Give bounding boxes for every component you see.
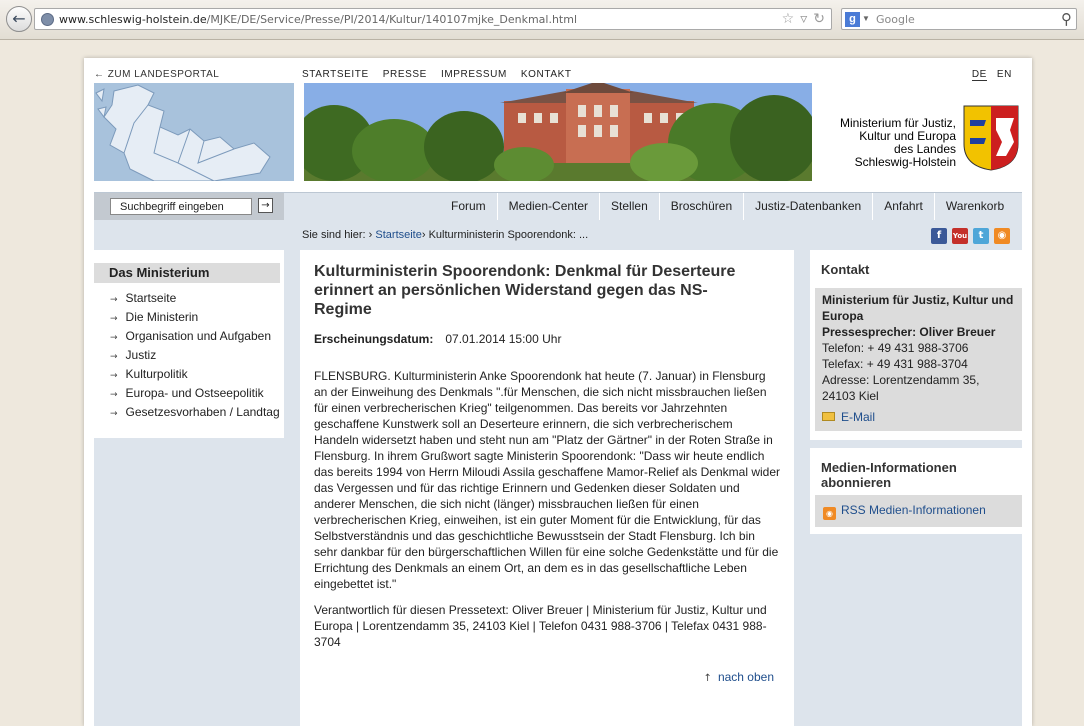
arrow-right-icon: → [110, 371, 118, 381]
sidebar-item-europa[interactable]: → Europa- und Ostseepolitik [110, 386, 264, 400]
ministry-name: Ministerium für Justiz, Kultur und Europa des Landes Schleswig-Holstein [839, 116, 956, 169]
date-label: Erscheinungsdatum: [314, 332, 434, 346]
arrow-up-icon: ↑ [703, 673, 712, 684]
address-bar[interactable] [34, 8, 832, 30]
media-subscribe-box [810, 448, 1022, 534]
search-submit-button[interactable]: → [258, 198, 273, 213]
breadcrumb-arrow-icon: › [368, 229, 373, 241]
breadcrumb-home[interactable]: Startseite [375, 229, 422, 241]
top-nav [302, 69, 586, 80]
sidebar-item-die-ministerin[interactable]: → Die Ministerin [110, 310, 199, 324]
contact-city: 24103 Kiel [822, 389, 879, 403]
nav-justiz-datenbanken[interactable]: Justiz-Datenbanken [743, 193, 872, 220]
ministry-logo[interactable] [812, 94, 1022, 181]
facebook-icon[interactable]: f [931, 228, 947, 244]
contact-org: Ministerium für Justiz, Kultur und Europa [822, 293, 1014, 323]
twitter-icon[interactable]: t [973, 228, 989, 244]
article-title: Kulturministerin Spoorendonk: Denkmal für Deserteure erinnert an persönlichen Widerstand gegen das NS-Regime [314, 263, 736, 318]
topnav-startseite[interactable]: STARTSEITE [302, 69, 369, 80]
nav-anfahrt[interactable]: Anfahrt [872, 193, 934, 220]
contact-box [810, 250, 1022, 440]
contact-details [815, 288, 1022, 431]
nav-warenkorb[interactable]: Warenkorb [934, 193, 1015, 220]
google-icon[interactable]: g [845, 12, 860, 27]
coat-of-arms-icon [962, 104, 1020, 172]
sidebar-nav [94, 289, 280, 422]
sidebar-item-startseite[interactable]: → Startseite [110, 291, 177, 305]
search-engine-placeholder: Google [876, 13, 915, 26]
article-body: FLENSBURG. Kulturministerin Anke Spoorendonk hat heute (7. Januar) in Flensburg an der Einweihung des Denkmals ".für Menschen, die sich nicht missbrauchen ließen für einen verbrecherischen Krieg" teilgenommen. Das bereits vor Jahrzehnten geschaffene Kunstwerk soll an Deserteure erinnern, die sich verbrecherischem Handeln widersetzt haben und steht nun am "Platz der Gärtner" in der Roten Straße in Flensburg. In ihrem Grußwort sagte Ministerin Spoorendonk: "Dass wir heute endlich das bereits 1994 von Herrn Miloudi Assila geschaffene Mamor-Relief als Denkmal wider das Vergessen und für das richtige Erinnern und Gedenken dieser Soldaten und anderer Menschen, die sich nicht (länger) missbrauchen ließen für einen verbrecherischen Krieg, einweihen, ist ein guter Moment für die Entwicklung, für das Selbstverständnis und das geschichtliche Bewusstsein der Stadt Flensburg. Ich bin sehr dankbar für den bürgerschaftlichen Willen für eine solche Gedenkstätte und für die Errichtung des Denkmals an einem Ort, an dem es in das gesellschaftliche Leben eingebettet ist." [314, 369, 780, 591]
back-to-top-link[interactable]: ↑ nach oben [703, 670, 774, 684]
rss-feed-icon[interactable]: ◉ [994, 228, 1010, 244]
rss-subscribe-link[interactable]: ◉ RSS Medien-Informationen [815, 495, 1022, 527]
envelope-icon [822, 412, 835, 421]
media-title: Medien-Informationen abonnieren [821, 460, 957, 490]
sidebar-item-organisation[interactable]: → Organisation und Aufgaben [110, 329, 271, 343]
nav-stellen[interactable]: Stellen [599, 193, 659, 220]
topnav-kontakt[interactable]: KONTAKT [520, 69, 572, 80]
language-switch [962, 69, 1012, 80]
nav-medien-center[interactable]: Medien-Center [497, 193, 599, 220]
sidebar [94, 250, 284, 438]
publication-date [314, 332, 780, 346]
state-map-image[interactable] [94, 83, 294, 181]
article [300, 250, 794, 726]
engine-dropdown-icon[interactable]: ▼ [862, 14, 870, 23]
social-links [926, 228, 1010, 244]
url-text: www.schleswig-holstein.de/MJKE/DE/Service/Presse/PI/2014/Kultur/140107mjke_Denkmal.html [59, 13, 578, 26]
arrow-right-icon: → [110, 295, 118, 305]
browser-search-bar[interactable] [841, 8, 1077, 30]
breadcrumb: Sie sind hier: › Startseite› Kulturministerin Spoorendonk: ... [302, 229, 589, 241]
bookmark-star-icon[interactable]: ☆ [781, 11, 795, 27]
lang-en[interactable]: EN [996, 69, 1012, 80]
article-press-contact: Verantwortlich für diesen Pressetext: Oliver Breuer | Ministerium für Justiz, Kultur und Europa | Lorentzendamm 35, 24103 Kiel | Telefon 0431 988-3706 | Telefax 0431 988-3704 [314, 603, 767, 649]
header-photo [304, 83, 812, 181]
landesportal-link[interactable]: ← ZUM LANDESPORTAL [94, 69, 220, 80]
contact-address: Adresse: Lorentzendamm 35, [822, 373, 980, 387]
page [84, 58, 1032, 726]
browser-toolbar [0, 0, 1084, 40]
back-arrow-icon: ← [94, 69, 105, 80]
search-area [94, 193, 284, 220]
breadcrumb-bar [94, 220, 1022, 250]
breadcrumb-arrow-icon: › [421, 229, 426, 241]
contact-spokesperson: Pressesprecher: Oliver Breuer [822, 325, 996, 339]
nav-broschueren[interactable]: Broschüren [659, 193, 743, 220]
email-link[interactable]: E-Mail [822, 409, 1015, 425]
site-search-input[interactable] [110, 198, 252, 215]
contact-fax: Telefax: + 49 431 988-3704 [822, 357, 968, 371]
arrow-right-icon: → [110, 390, 118, 400]
topnav-presse[interactable]: PRESSE [382, 69, 427, 80]
back-button[interactable]: ← [6, 6, 32, 32]
topnav-impressum[interactable]: IMPRESSUM [440, 69, 507, 80]
nav-forum[interactable]: Forum [451, 199, 486, 213]
main-nav-bar [94, 192, 1022, 220]
lang-de[interactable]: DE [971, 69, 987, 80]
globe-icon [41, 13, 54, 26]
sidebar-title: Das Ministerium [94, 263, 280, 283]
sidebar-item-justiz[interactable]: → Justiz [110, 348, 157, 362]
history-dropdown-icon[interactable]: ▿ [800, 11, 808, 27]
sidebar-item-gesetzesvorhaben[interactable]: → Gesetzesvorhaben / Landtag [110, 405, 280, 419]
contact-phone: Telefon: + 49 431 988-3706 [822, 341, 969, 355]
youtube-icon[interactable]: You [952, 228, 968, 244]
search-icon[interactable]: ⚲ [1061, 10, 1072, 28]
sidebar-item-kulturpolitik[interactable]: → Kulturpolitik [110, 367, 188, 381]
arrow-right-icon: → [110, 352, 118, 362]
date-value: 07.01.2014 15:00 Uhr [445, 332, 562, 346]
rss-icon: ◉ [823, 507, 836, 520]
arrow-right-icon: → [110, 333, 118, 343]
breadcrumb-current: Kulturministerin Spoorendonk: ... [428, 229, 589, 241]
main-nav [440, 193, 1015, 220]
contact-title: Kontakt [821, 262, 870, 277]
arrow-right-icon: → [110, 409, 118, 419]
arrow-right-icon: → [110, 314, 118, 324]
reload-icon[interactable]: ↻ [813, 11, 825, 27]
